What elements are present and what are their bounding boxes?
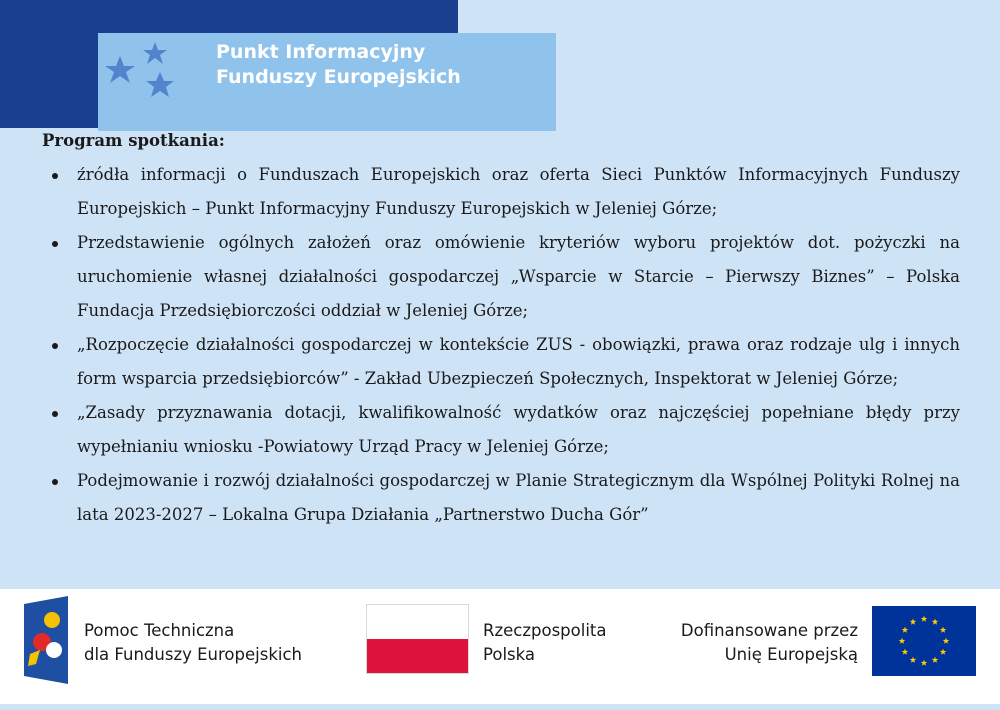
eu-star-icon [932, 619, 938, 625]
agenda-item [42, 328, 960, 396]
agenda-item-text: „Rozpoczęcie działalności gospodarczej w kontekście ZUS - obowiązki, prawa oraz rodzaje ulg i innych form wsparcia przedsiębiorców” - Zakład Ubezpieczeń Społecznych, Inspektorat w Jeleniej Górze; [77, 335, 960, 388]
eu-star-icon [921, 660, 927, 666]
bullet-icon [52, 343, 58, 349]
eu-star-icon [940, 627, 946, 633]
european-funds-logo-icon [22, 594, 70, 686]
eu-star-icon [910, 619, 916, 625]
agenda-item-text: Przedstawienie ogólnych założeń oraz omówienie kryteriów wyboru projektów dot. pożyczki na uruchomienie własnej działalności gospodarczej „Wsparcie w Starcie – Pierwszy Biznes” – Polska Fundacja Przedsiębiorczości oddział w Jeleniej Górze; [77, 233, 960, 320]
republic-of-poland-line2: Polska [483, 645, 536, 664]
header-stars-icon [100, 36, 210, 98]
eu-star-icon [899, 638, 905, 644]
header-title-line1: Punkt Informacyjny [216, 41, 426, 63]
agenda-item [42, 158, 960, 226]
agenda-item-text: „Zasady przyznawania dotacji, kwalifikowalność wydatków oraz najczęściej popełniane błędy przy wypełnianiu wniosku -Powiatowy Urząd Pracy w Jeleniej Górze; [77, 403, 960, 456]
eu-star-icon [943, 638, 949, 644]
polish-flag-icon [366, 604, 469, 674]
eu-stars [872, 606, 976, 676]
agenda-item [42, 226, 960, 328]
agenda-list [42, 158, 960, 532]
header-title [216, 40, 461, 90]
eu-cofinanced-line1: Dofinansowane przez [680, 621, 858, 640]
eu-star-icon [902, 649, 908, 655]
eu-star-icon [910, 657, 916, 663]
agenda-item [42, 396, 960, 464]
bullet-icon [52, 241, 58, 247]
eu-star-icon [902, 627, 908, 633]
agenda-item [42, 464, 960, 532]
bullet-icon [52, 479, 58, 485]
agenda-section [42, 128, 960, 532]
european-funds-text [84, 619, 302, 667]
republic-of-poland-line1: Rzeczpospolita [483, 621, 607, 640]
footer-bottom-strip [0, 704, 1000, 710]
eu-cofinanced-text [650, 619, 858, 667]
polish-flag-white-stripe [367, 605, 468, 639]
eu-star-icon [932, 657, 938, 663]
european-funds-line2: dla Funduszy Europejskich [84, 645, 302, 664]
bullet-icon [52, 173, 58, 179]
polish-flag-red-stripe [367, 639, 468, 673]
agenda-item-text: źródła informacji o Funduszach Europejskich oraz oferta Sieci Punktów Informacyjnych Funduszy Europejskich – Punkt Informacyjny Funduszy Europejskich w Jeleniej Górze; [77, 165, 960, 218]
eu-star-icon [940, 649, 946, 655]
agenda-item-text: Podejmowanie i rozwój działalności gospodarczej w Planie Strategicznym dla Wspólnej Polityki Rolnej na lata 2023-2027 – Lokalna Grupa Działania „Partnerstwo Ducha Gór” [77, 471, 960, 524]
agenda-heading: Program spotkania: [42, 131, 225, 150]
eu-cofinanced-line2: Unię Europejską [724, 645, 858, 664]
eu-flag-icon [872, 606, 976, 676]
republic-of-poland-text [483, 619, 607, 667]
bullet-icon [52, 411, 58, 417]
european-funds-line1: Pomoc Techniczna [84, 621, 235, 640]
header-title-line2: Funduszy Europejskich [216, 66, 461, 88]
eu-star-icon [921, 616, 927, 622]
